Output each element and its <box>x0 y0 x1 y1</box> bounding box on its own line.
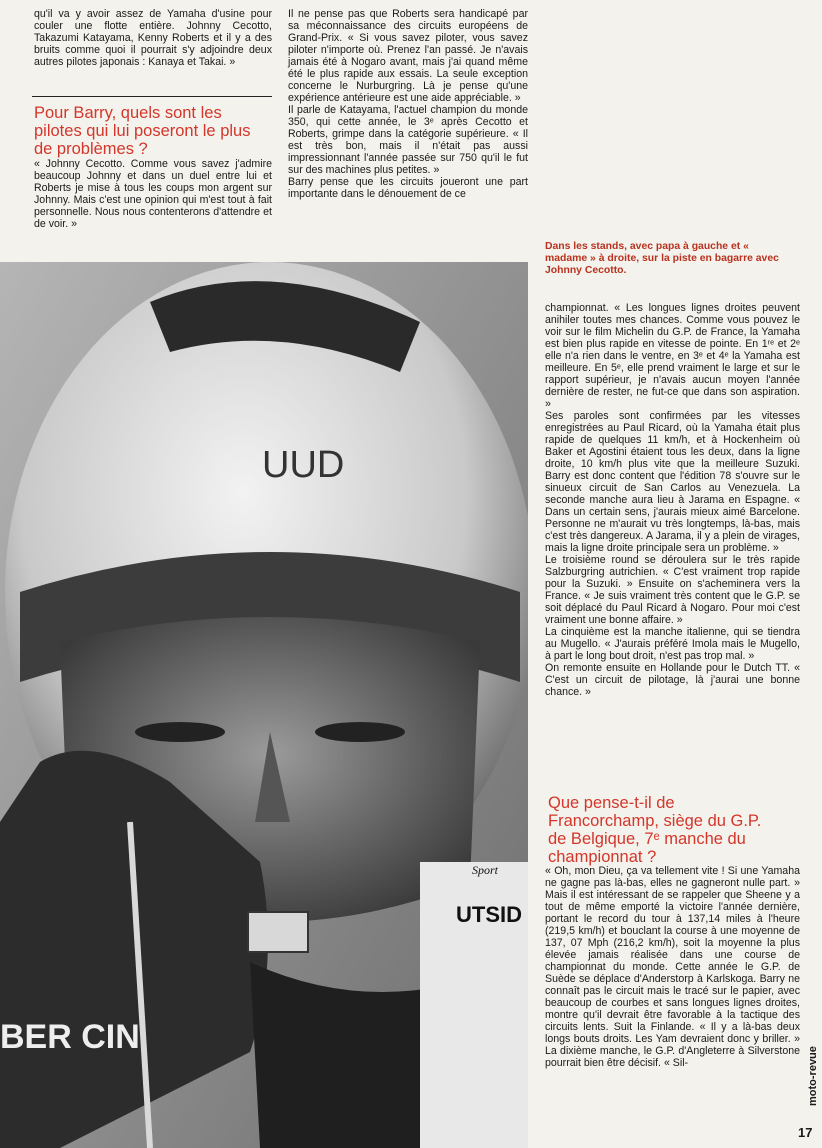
column-1-intro <box>34 8 272 68</box>
page-number: 17 <box>798 1125 813 1140</box>
glove-lettering: BER CIN <box>0 1018 140 1056</box>
suit-lettering: UTSID <box>456 902 522 927</box>
column-3-paragraph: championnat. « Les longues lignes droites peuvent anihiler toutes mes chances. Comme vous pouvez le voir sur le film Michelin du G.P. de France, la Yamaha est bien plus rapide en vitesse de pointe. En 1ʳᵉ et 2ᵉ elle n'a rien dans le ventre, en 3ᵉ et 4ᵉ la Yamaha est meilleure. En 5ᵉ, elle prend vraiment le large et sur le rapport supérieur, je n'avais aucun moyen l'année dernière de rester, ne fut-ce que dans son aspiration. » <box>545 302 800 410</box>
column-3-paragraph: Le troisième round se déroulera sur le très rapide Salzburgring autrichien. « C'est vraiment trop rapide pour la Suzuki. » Ensuite on s'acheminera vers la France. « Je suis vraiment très content que le G.P. se soit déplacé du Paul Ricard à Nogaro. Pour moi c'est vraiment une bonne affaire. » <box>545 554 800 626</box>
column-3-paragraph: Ses paroles sont confirmées par les vitesses enregistrées au Paul Ricard, où la Yamaha était plus rapide de quelques 11 km/h, et à Hockenheim où Baker et Agostini étaient tous les deux, dans la ligne droite, 10 km/h plus vite que la meilleure Suzuki. Barry est donc content que l'édition 78 s'ouvre sur le sinueux circuit de San Carlos au Venezuela. La seconde manche aura lieu à Jarama en Espagne. « Dans un certain sens, j'aurais mieux aimé Barcelone. Personne ne m'aurait vu très longtemps, là-bas, mais c'est très dangereux. A Jarama, il y a plein de virages, mais la ligne droite principale sera un problème. » <box>545 410 800 554</box>
answer-paragraph-1: « Johnny Cecotto. Comme vous savez j'admire beaucoup Johnny et dans un duel entre lui et Roberts je mise à tous les coups mon argent sur Johnny. Mais c'est une opinion qui m'est tout à fait personnelle. Nous nous contenterons d'attendre et de voir. » <box>34 158 272 230</box>
right-eye <box>315 722 405 742</box>
left-eye <box>135 722 225 742</box>
photo-illustration <box>0 262 528 1148</box>
answer-paragraph-2: « Oh, mon Dieu, ça va tellement vite ! Si une Yamaha ne gagne pas là-bas, elles ne gagneront nulle part. » Mais il est intéressant de se rappeler que Sheene y a tout de même emporté la victoire l'année dernière, portant le record du tour à 137,14 miles à l'heure (219,5 km/h) et bouclant la course à une moyenne de 137, 07 Mph (216,2 km/h), soit la moyenne la plus élevée jamais réalisée dans une course de championnat du monde. Cette année le G.P. de Suède se déplace d'Anderstorp à Karlskoga. Barry ne connaît pas le circuit mais le tracé sur le papier, avec beaucoup de courbes et sans longues lignes droites, montre qu'il devrait être favorable à la tactique des circuits lents. Suit la Finlande. « Il y a là-bas deux longs bouts droits. Les Yam devraient donc y briller. » La dixième manche, le G.P. d'Angleterre à Silverstone pourrait bien être décisif. « Sil- <box>545 865 800 1069</box>
column-3-paragraph: On remonte ensuite en Hollande pour le Dutch TT. « C'est un circuit de pilotage, là j'aurai une bonne chance. » <box>545 662 800 698</box>
column-3-paragraph: La cinquième est la manche italienne, qui se tiendra au Mugello. « J'aurais préféré Imola mais le Mugello, à part le long bout droit, n'est pas trop mal. » <box>545 626 800 662</box>
helmet-badge <box>248 912 308 952</box>
magazine-name: moto-revue <box>807 1046 819 1106</box>
question-heading-1: Pour Barry, quels sont les pilotes qui lui poseront le plus de problèmes ? <box>34 104 251 158</box>
column-3 <box>545 302 800 698</box>
column-1-intro-paragraph: qu'il va y avoir assez de Yamaha d'usine pour couler une flotte entière. Johnny Cecotto, Takazumi Katayama, Kenny Roberts et il y a des bruits comme quoi il pourrait s'y adjoindre deux autres pilotes japonais : Kanaya et Takai. » <box>34 8 272 68</box>
question-heading-2: Que pense-t-il de Francorchamp, siège du G.P. de Belgique, 7ᵉ manche du championnat ? <box>548 794 762 866</box>
helmet-lettering: UUD <box>262 444 345 486</box>
collar-lettering: Sport <box>472 863 499 877</box>
photo-caption: Dans les stands, avec papa à gauche et « madame » à droite, sur la piste en bagarre avec Johnny Cecotto. <box>545 241 779 276</box>
column-2-paragraph: Barry pense que les circuits joueront une part importante dans le dénouement de ce <box>288 176 528 200</box>
column-2-paragraph: Il ne pense pas que Roberts sera handicapé par sa méconnaissance des circuits européens de Grand-Prix. « Si vous savez piloter, vous savez piloter n'importe où. Prenez l'an passé. Je n'avais jamais été à Nogaro avant, mais j'ai quand même été le plus rapide aux essais. La seule exception concerne le Nurburgring. Là je pense qu'une expérience antérieure est une aide appréciable. » <box>288 8 528 104</box>
column-2 <box>288 8 528 200</box>
rider-helmet-photo <box>0 262 528 1148</box>
magazine-label <box>803 1030 817 1110</box>
section-divider <box>32 96 272 97</box>
column-2-paragraph: Il parle de Katayama, l'actuel champion du monde 350, qui cette année, le 3ᵉ après Cecotto et Roberts, grimpe dans la catégorie supérieure. « Il est très bon, mais il n'était pas aussi impressionnant l'année passée sur 750 qu'il le fut sur des machines plus petites. » <box>288 104 528 176</box>
